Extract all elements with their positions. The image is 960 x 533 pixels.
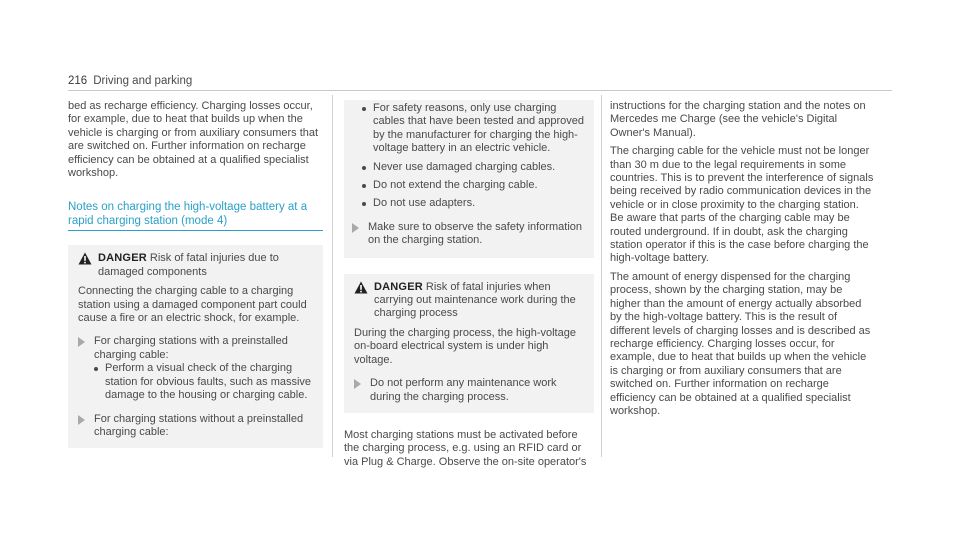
step-arrow-icon <box>352 223 360 233</box>
intro-paragraph: bed as recharge efficiency. Charging losses occur, for example, due to heat that builds up when the vehicle is charging or from auxiliary consumers that are switched on. Further information on recharge efficiency can be obtained at a qualified specialist workshop. <box>68 100 319 180</box>
section-title: Notes on charging the high-voltage battery at a rapid charging station (mode 4) <box>68 200 323 231</box>
cable-length-paragraph: The charging cable for the vehicle must not be longer than 30 m due to the legal requirements in some countries. This is to prevent the interference of signals being received by radio communication devices in the vehicle or in close proximity to the charging station. Be aware that parts of the charging cable may be routed underground. If in doubt, ask the charging station operator if this is the case before charging the high-voltage battery. <box>610 145 874 265</box>
activation-paragraph: Most charging stations must be activated before the charging process, e.g. using an RFID card or via Plug & Charge. Observe the on-site operator's <box>344 428 587 468</box>
danger-heading-text <box>98 252 313 279</box>
continued-danger-list <box>344 100 594 258</box>
step-text: Do not perform any maintenance work during the charging process. <box>370 377 557 403</box>
list-item <box>362 179 584 192</box>
danger-header <box>78 252 313 279</box>
column-divider <box>601 95 602 457</box>
step-text: For charging stations with a preinstalled charging cable: <box>94 335 288 361</box>
list-item <box>362 197 584 210</box>
danger-label: DANGER <box>98 252 147 265</box>
step-arrow-icon <box>78 337 86 347</box>
step-text: Make sure to observe the safety information on the charging station. <box>368 220 582 247</box>
danger-box-components <box>68 245 323 448</box>
danger-heading-text <box>374 281 584 321</box>
bullet-text: Do not extend the charging cable. <box>373 179 538 192</box>
danger-header <box>354 281 584 321</box>
step-arrow-icon <box>78 415 86 425</box>
danger-body: Connecting the charging cable to a charging station using a damaged component part could cause a fire or an electric shock, for example. <box>78 285 307 325</box>
column-divider <box>332 95 333 457</box>
page-number: 216 <box>68 75 88 87</box>
warning-triangle-icon <box>354 281 368 294</box>
bullet-text: For safety reasons, only use charging cables that have been tested and approved by the manufacturer for charging the high-voltage battery in an electric vehicle. <box>373 102 584 155</box>
danger-label: DANGER <box>374 280 423 293</box>
bullet-icon <box>362 184 366 188</box>
step-item <box>352 221 584 248</box>
bullet-text: Do not use adapters. <box>373 197 476 210</box>
column-middle <box>344 100 594 474</box>
list-item <box>94 362 313 402</box>
step-arrow-icon <box>354 379 362 389</box>
step-text: For charging stations without a preinstalled charging cable: <box>94 412 304 438</box>
step-item <box>354 377 584 404</box>
bullet-text: Never use damaged charging cables. <box>373 160 556 173</box>
bullet-icon <box>362 202 366 206</box>
step-item <box>78 413 313 440</box>
chapter-title: Driving and parking <box>93 75 193 87</box>
step-content <box>94 335 313 402</box>
bullet-icon <box>362 107 366 111</box>
bullet-icon <box>362 166 366 170</box>
header-rule <box>68 90 892 91</box>
energy-paragraph: The amount of energy dispensed for the charging process, shown by the charging station, may be higher than the amount of energy actually absorbed by the high-voltage battery. This is the result of different levels of charging losses and is described as recharge efficiency. Charging losses occur, for example, due to heat that builds up when the vehicle is charging or from auxiliary consumers that are switched on. Further information on recharge efficiency can be obtained at a qualified specialist workshop. <box>610 270 871 417</box>
step-item <box>78 335 313 402</box>
list-item <box>362 161 584 174</box>
danger-heading: Risk of fatal injuries when carrying out maintenance work during the charging process <box>374 280 576 320</box>
column-right <box>610 100 875 423</box>
bullet-text: Perform a visual check of the charging station for obvious faults, such as massive damage to the housing or charging cable. <box>105 362 312 402</box>
list-item <box>362 102 584 156</box>
page-header <box>68 75 192 88</box>
danger-box-maintenance <box>344 274 594 413</box>
danger-body: During the charging process, the high-voltage on-board electrical system is under high voltage. <box>354 326 576 366</box>
warning-triangle-icon <box>78 252 92 265</box>
column-left <box>68 100 323 448</box>
bullet-icon <box>94 367 98 371</box>
instructions-paragraph: instructions for the charging station and the notes on Mercedes me Charge (see the vehicle's Digital Owner's Manual). <box>610 100 866 139</box>
danger-heading: Risk of fatal injuries due to damaged components <box>98 252 279 278</box>
